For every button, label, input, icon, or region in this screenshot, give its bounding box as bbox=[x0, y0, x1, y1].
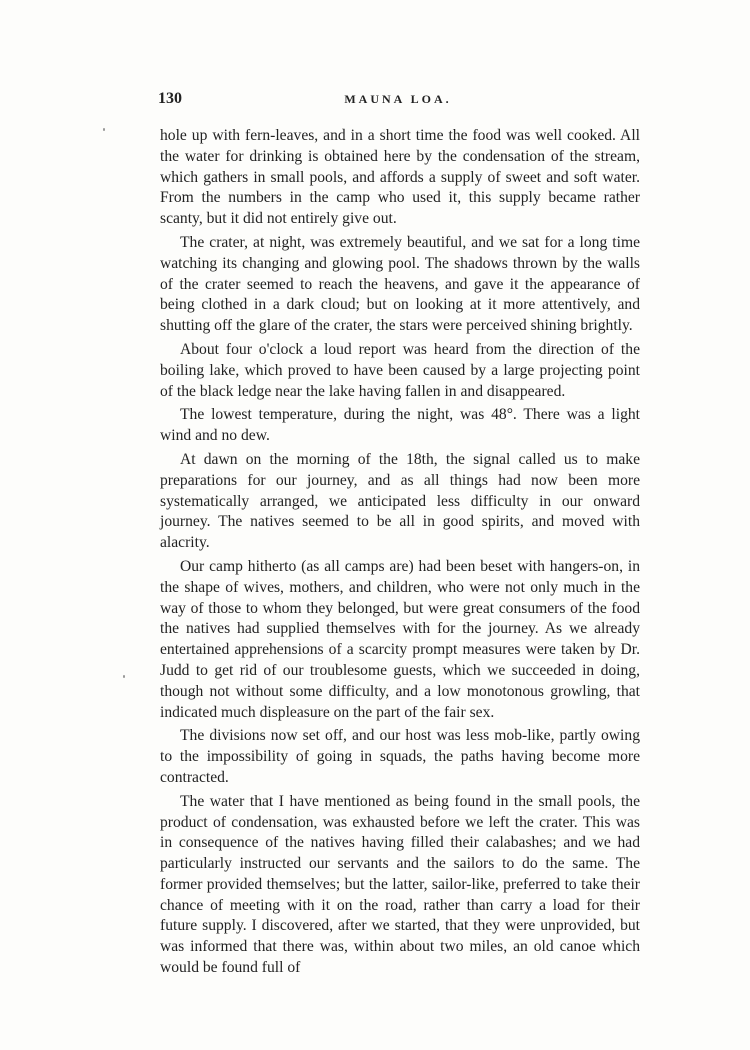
page-header bbox=[158, 90, 638, 114]
paragraph: The divisions now set off, and our host was less mob-like, partly owing to the impossibility of going in squads, the paths having become more contracted. bbox=[160, 727, 640, 786]
paragraph: About four o'clock a loud report was heard from the direction of the boiling lake, which proved to have been caused by a large projecting point of the black ledge near the lake having fallen in and disappeared. bbox=[160, 340, 640, 400]
paper-speck bbox=[123, 675, 125, 678]
paper-speck bbox=[103, 128, 105, 131]
running-head: MAUNA LOA. bbox=[344, 92, 452, 106]
page-number: 130 bbox=[158, 90, 182, 107]
paragraph: The lowest temperature, during the night, was 48°. There was a light wind and no dew. bbox=[160, 406, 640, 445]
paragraph: The crater, at night, was extremely beautiful, and we sat for a long time watching its changing and glowing pool. The shadows thrown by the walls of the crater seemed to reach the heavens, and gave it the appearance of being clothed in a dark cloud; but on looking at it more attentively, and shutting off the glare of the crater, the stars were perceived shining brightly. bbox=[160, 233, 640, 335]
paragraph: The water that I have mentioned as being found in the small pools, the product of condensation, was exhausted before we left the crater. This was in consequence of the natives having filled their calabashes; and we had particularly instructed our servants and the sailors to do the same. The former provided themselves; but the latter, sailor-like, preferred to take their chance of meeting with it on the road, rather than carry a load for their future supply. I discovered, after we started, that they were unprovided, but was informed that there was, within about two miles, an old canoe which would be found full of bbox=[160, 792, 640, 977]
paragraph: Our camp hitherto (as all camps are) had been beset with hangers-on, in the shape of wives, mothers, and children, who were not only much in the way of those to whom they belonged, but were great consumers of the food the natives had supplied themselves with for the journey. As we already entertained apprehensions of a scarcity prompt measures were taken by Dr. Judd to get rid of our troublesome guests, which we succeeded in doing, though not without some difficulty, and a low monotonous growling, that indicated much displeasure on the part of the fair sex. bbox=[160, 557, 640, 721]
paragraph-continuation: hole up with fern-leaves, and in a short time the food was well cooked. All the water for drinking is obtained here by the condensation of the stream, which gathers in small pools, and affords a supply of sweet and soft water. From the numbers in the camp who used it, this supply became rather scanty, but it did not entirely give out. bbox=[160, 127, 640, 228]
body-text bbox=[160, 126, 640, 979]
paragraph: At dawn on the morning of the 18th, the signal called us to make preparations for our journey, and as all things had now been more systematically arranged, we anticipated less difficulty in our onward journey. The natives seemed to be all in good spirits, and moved with alacrity. bbox=[160, 450, 640, 552]
